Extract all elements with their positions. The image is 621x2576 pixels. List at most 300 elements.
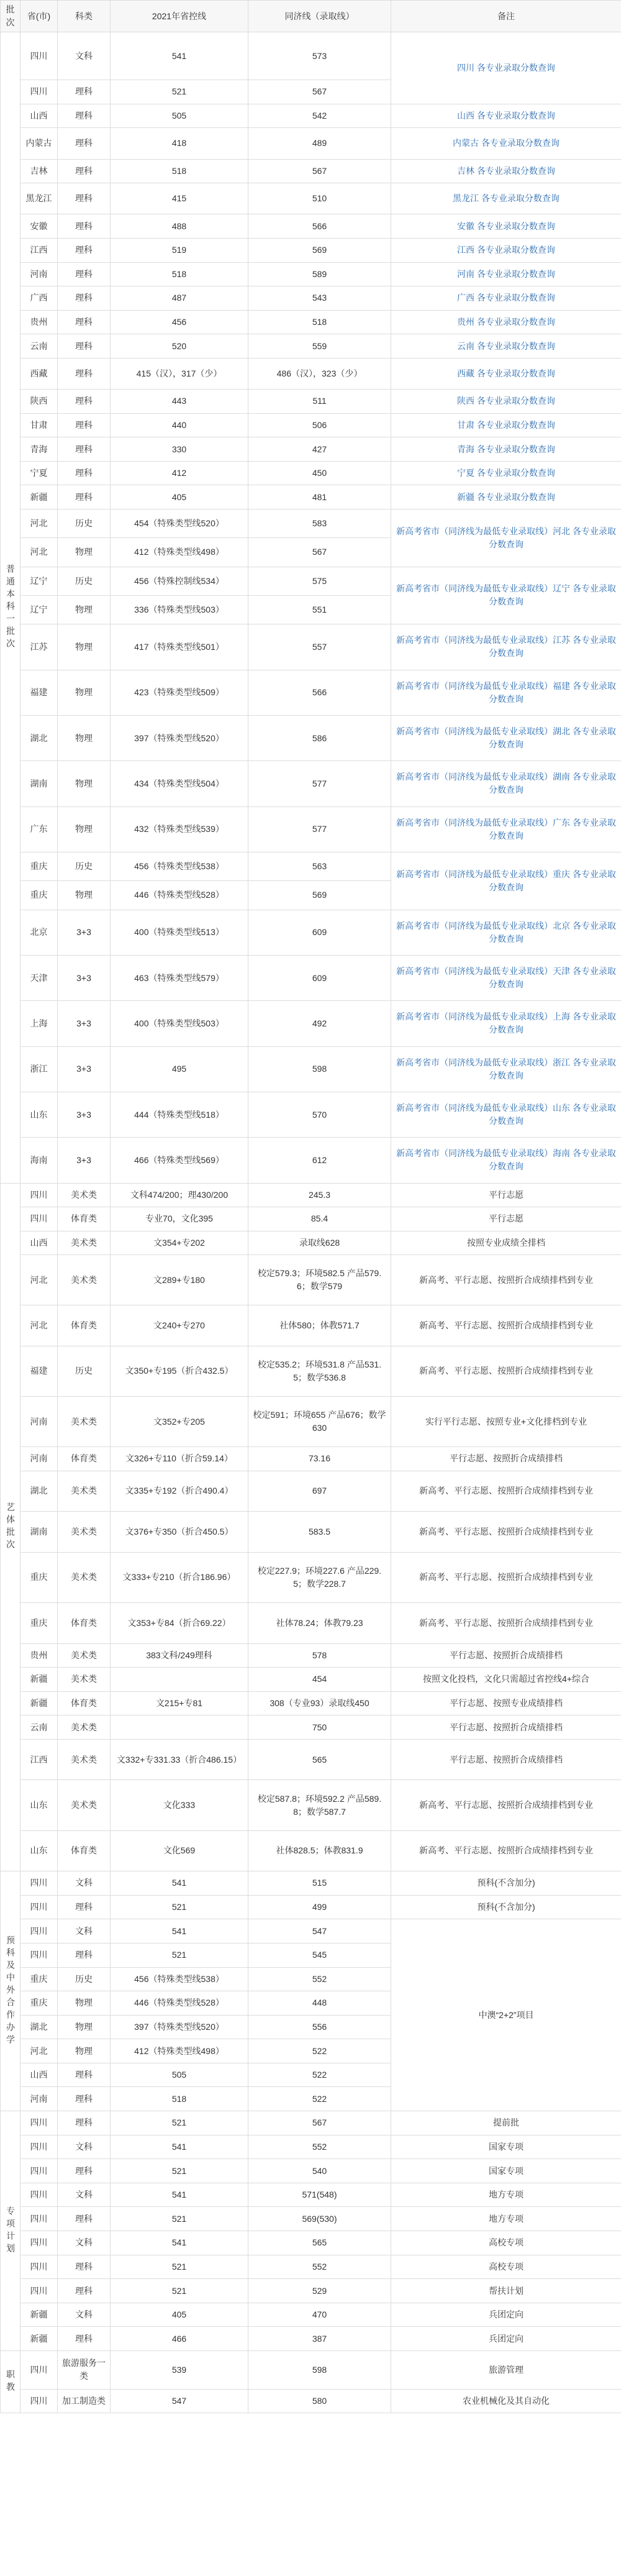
- table-row: [1, 1138, 621, 1183]
- table-row: [1, 1871, 621, 1896]
- province-cell: 江西: [20, 1739, 58, 1780]
- subject-cell: 理科: [58, 413, 111, 437]
- control-line-cell: 521: [111, 80, 248, 104]
- province-cell: 湖北: [20, 2015, 58, 2039]
- tongji-line-cell: 573: [248, 32, 391, 80]
- tongji-line-cell: 499: [248, 1895, 391, 1919]
- subject-cell: 体育类: [58, 1691, 111, 1715]
- table-row: [1, 567, 621, 595]
- province-cell: 四川: [20, 32, 58, 80]
- tongji-line-cell: 556: [248, 2015, 391, 2039]
- tongji-line-cell: 542: [248, 104, 391, 128]
- province-cell: 安徽: [20, 214, 58, 239]
- notes-cell: 预科(不含加分): [391, 1895, 621, 1919]
- score-query-link[interactable]: 黑龙江 各专业录取分数查询: [391, 183, 621, 214]
- province-cell: 四川: [20, 2135, 58, 2159]
- table-row: [1, 1780, 621, 1830]
- notes-cell: 新高考、平行志愿、按照折合成绩排档到专业: [391, 1602, 621, 1643]
- control-line-cell: 541: [111, 1871, 248, 1896]
- province-cell: 四川: [20, 2389, 58, 2413]
- province-cell: 山东: [20, 1092, 58, 1137]
- table-row: [1, 334, 621, 359]
- control-line-cell: 文化333: [111, 1780, 248, 1830]
- province-cell: 四川: [20, 2207, 58, 2231]
- tongji-line-cell: 565: [248, 1739, 391, 1780]
- notes-cell: 实行平行志愿、按照专业+文化排档到专业: [391, 1396, 621, 1446]
- notes-cell: 高校专项: [391, 2231, 621, 2255]
- control-line-cell: 文376+专350（折合450.5）: [111, 1512, 248, 1553]
- table-row: [1, 1668, 621, 1692]
- table-row: [1, 761, 621, 806]
- score-query-link[interactable]: 新高考省市（同济线为最低专业录取线）广东 各专业录取分数查询: [391, 806, 621, 852]
- control-line-cell: 412（特殊类型线498）: [111, 2039, 248, 2063]
- control-line-cell: 文333+专210（折合186.96）: [111, 1552, 248, 1602]
- province-cell: 上海: [20, 1001, 58, 1046]
- notes-cell: 平行志愿、按照折合成绩排档: [391, 1739, 621, 1780]
- subject-cell: 理科: [58, 2087, 111, 2111]
- province-cell: 四川: [20, 2159, 58, 2183]
- table-row: [1, 358, 621, 389]
- subject-cell: 物理: [58, 761, 111, 806]
- tongji-line-cell: 577: [248, 761, 391, 806]
- province-cell: 重庆: [20, 1552, 58, 1602]
- control-line-cell: 541: [111, 2135, 248, 2159]
- table-row: [1, 670, 621, 715]
- tongji-line-cell: 552: [248, 2135, 391, 2159]
- province-cell: 新疆: [20, 1691, 58, 1715]
- control-line-cell: 541: [111, 2231, 248, 2255]
- subject-cell: 3+3: [58, 910, 111, 955]
- province-cell: 内蒙古: [20, 128, 58, 159]
- province-cell: 江西: [20, 238, 58, 262]
- control-line-cell: 文353+专84（折合69.22）: [111, 1602, 248, 1643]
- tongji-line-cell: 录取线628: [248, 1231, 391, 1255]
- control-line-cell: 397（特殊类型线520）: [111, 2015, 248, 2039]
- notes-cell: 新高考、平行志愿、按照折合成绩排档到专业: [391, 1346, 621, 1396]
- control-line-cell: 466: [111, 2327, 248, 2351]
- notes-cell: 地方专项: [391, 2207, 621, 2231]
- tongji-line-cell: 73.16: [248, 1447, 391, 1471]
- notes-cell: 平行志愿: [391, 1183, 621, 1207]
- subject-cell: 理科: [58, 286, 111, 311]
- subject-cell: 历史: [58, 567, 111, 595]
- province-cell: 山东: [20, 1830, 58, 1871]
- subject-cell: 物理: [58, 538, 111, 567]
- notes-cell: 新高考、平行志愿、按照折合成绩排档到专业: [391, 1471, 621, 1512]
- subject-cell: 物理: [58, 670, 111, 715]
- score-query-link[interactable]: 陕西 各专业录取分数查询: [391, 390, 621, 414]
- score-query-link[interactable]: 新高考省市（同济线为最低专业录取线）重庆 各专业录取分数查询: [391, 852, 621, 910]
- tongji-line-cell: 校定587.8；环境592.2 产品589.8；数学587.7: [248, 1780, 391, 1830]
- tongji-line-cell: 85.4: [248, 1207, 391, 1231]
- table-row: [1, 1207, 621, 1231]
- subject-cell: 美术类: [58, 1255, 111, 1305]
- table-row: [1, 1046, 621, 1092]
- control-line-cell: [111, 1715, 248, 1740]
- control-line-cell: 专业70，文化395: [111, 1207, 248, 1231]
- tongji-line-cell: 511: [248, 390, 391, 414]
- province-cell: 山西: [20, 104, 58, 128]
- tongji-line-cell: 598: [248, 1046, 391, 1092]
- notes-cell: 国家专项: [391, 2159, 621, 2183]
- tongji-line-cell: 489: [248, 128, 391, 159]
- batch-cell: 预科及中外合作办学: [1, 1871, 20, 2111]
- notes-cell: 平行志愿、按照折合成绩排档: [391, 1447, 621, 1471]
- subject-cell: 体育类: [58, 1447, 111, 1471]
- score-query-link[interactable]: 新高考省市（同济线为最低专业录取线）上海 各专业录取分数查询: [391, 1001, 621, 1046]
- control-line-cell: 文335+专192（折合490.4）: [111, 1471, 248, 1512]
- score-query-link[interactable]: 山西 各专业录取分数查询: [391, 104, 621, 128]
- province-cell: 天津: [20, 955, 58, 1000]
- province-cell: 重庆: [20, 881, 58, 910]
- tongji-line-cell: 506: [248, 413, 391, 437]
- subject-cell: 美术类: [58, 1780, 111, 1830]
- tongji-line-cell: 470: [248, 2303, 391, 2327]
- table-row: [1, 1305, 621, 1346]
- control-line-cell: 521: [111, 2255, 248, 2279]
- province-cell: 海南: [20, 1138, 58, 1183]
- subject-cell: 体育类: [58, 1207, 111, 1231]
- province-cell: 重庆: [20, 1602, 58, 1643]
- subject-cell: 物理: [58, 2039, 111, 2063]
- table-row: [1, 2159, 621, 2183]
- province-cell: 河北: [20, 2039, 58, 2063]
- tongji-line-cell: 454: [248, 1668, 391, 1692]
- score-query-link[interactable]: 甘肃 各专业录取分数查询: [391, 413, 621, 437]
- score-query-link[interactable]: 江西 各专业录取分数查询: [391, 238, 621, 262]
- tongji-line-cell: 557: [248, 624, 391, 670]
- tongji-line-cell: 583.5: [248, 1512, 391, 1553]
- tongji-line-cell: 387: [248, 2327, 391, 2351]
- score-query-link[interactable]: 新疆 各专业录取分数查询: [391, 485, 621, 509]
- control-line-cell: 518: [111, 159, 248, 183]
- subject-cell: 历史: [58, 509, 111, 538]
- control-line-cell: 487: [111, 286, 248, 311]
- tongji-line-cell: 567: [248, 159, 391, 183]
- subject-cell: 文科: [58, 2135, 111, 2159]
- notes-cell: 新高考、平行志愿、按照折合成绩排档到专业: [391, 1830, 621, 1871]
- score-query-link[interactable]: 新高考省市（同济线为最低专业录取线）福建 各专业录取分数查询: [391, 670, 621, 715]
- table-row: [1, 2279, 621, 2303]
- notes-cell: 中澳“2+2”项目: [391, 1919, 621, 2111]
- score-query-link[interactable]: 吉林 各专业录取分数查询: [391, 159, 621, 183]
- control-line-cell: 541: [111, 2183, 248, 2207]
- subject-cell: 加工制造类: [58, 2389, 111, 2413]
- control-line-cell: 519: [111, 238, 248, 262]
- subject-cell: 美术类: [58, 1471, 111, 1512]
- tongji-line-cell: 609: [248, 955, 391, 1000]
- subject-cell: 美术类: [58, 1552, 111, 1602]
- table-row: [1, 715, 621, 760]
- table-row: [1, 1512, 621, 1553]
- tongji-line-cell: 545: [248, 1943, 391, 1967]
- tongji-line-cell: 450: [248, 461, 391, 485]
- subject-cell: 物理: [58, 624, 111, 670]
- control-line-cell: 521: [111, 2279, 248, 2303]
- score-query-link[interactable]: 内蒙古 各专业录取分数查询: [391, 128, 621, 159]
- control-line-cell: 418: [111, 128, 248, 159]
- tongji-line-cell: 481: [248, 485, 391, 509]
- subject-cell: 理科: [58, 183, 111, 214]
- table-row: [1, 262, 621, 286]
- header-batch: 批次: [1, 1, 20, 32]
- province-cell: 湖北: [20, 1471, 58, 1512]
- notes-cell: 按照文化投档，文化只需超过省控线4+综合: [391, 1668, 621, 1692]
- subject-cell: 3+3: [58, 955, 111, 1000]
- subject-cell: 理科: [58, 437, 111, 462]
- control-line-cell: 456: [111, 310, 248, 334]
- tongji-line-cell: 510: [248, 183, 391, 214]
- province-cell: 四川: [20, 2351, 58, 2390]
- province-cell: 江苏: [20, 624, 58, 670]
- score-query-link[interactable]: 新高考省市（同济线为最低专业录取线）北京 各专业录取分数查询: [391, 910, 621, 955]
- notes-cell: 帮扶计划: [391, 2279, 621, 2303]
- province-cell: 重庆: [20, 1991, 58, 2016]
- table-row: [1, 2231, 621, 2255]
- subject-cell: 理科: [58, 238, 111, 262]
- province-cell: 四川: [20, 1919, 58, 1943]
- province-cell: 辽宁: [20, 567, 58, 595]
- score-query-link[interactable]: 新高考省市（同济线为最低专业录取线）河北 各专业录取分数查询: [391, 509, 621, 567]
- province-cell: 云南: [20, 1715, 58, 1740]
- notes-cell: 农业机械化及其自动化: [391, 2389, 621, 2413]
- score-query-link[interactable]: 新高考省市（同济线为最低专业录取线）山东 各专业录取分数查询: [391, 1092, 621, 1137]
- table-row: [1, 1092, 621, 1137]
- province-cell: 宁夏: [20, 461, 58, 485]
- subject-cell: 文科: [58, 2231, 111, 2255]
- table-row: [1, 2389, 621, 2413]
- tongji-line-cell: 567: [248, 538, 391, 567]
- score-query-link[interactable]: 新高考省市（同济线为最低专业录取线）辽宁 各专业录取分数查询: [391, 567, 621, 624]
- tongji-line-cell: 社体580；体教571.7: [248, 1305, 391, 1346]
- province-cell: 河南: [20, 1447, 58, 1471]
- table-row: [1, 1396, 621, 1446]
- subject-cell: 美术类: [58, 1668, 111, 1692]
- score-query-link[interactable]: 新高考省市（同济线为最低专业录取线）湖北 各专业录取分数查询: [391, 715, 621, 760]
- subject-cell: 理科: [58, 128, 111, 159]
- province-cell: 河北: [20, 509, 58, 538]
- tongji-line-cell: 563: [248, 852, 391, 880]
- notes-cell: 预科(不含加分): [391, 1871, 621, 1896]
- score-query-link[interactable]: 青海 各专业录取分数查询: [391, 437, 621, 462]
- tongji-line-cell: 697: [248, 1471, 391, 1512]
- tongji-line-cell: 社体78.24；体教79.23: [248, 1602, 391, 1643]
- table-row: [1, 390, 621, 414]
- subject-cell: 理科: [58, 2111, 111, 2135]
- notes-cell: 平行志愿、按照专业成绩排档: [391, 1691, 621, 1715]
- control-line-cell: [111, 1668, 248, 1692]
- subject-cell: 3+3: [58, 1046, 111, 1092]
- subject-cell: 文科: [58, 1871, 111, 1896]
- subject-cell: 历史: [58, 852, 111, 880]
- notes-cell: 地方专项: [391, 2183, 621, 2207]
- tongji-line-cell: 547: [248, 1919, 391, 1943]
- subject-cell: 体育类: [58, 1602, 111, 1643]
- subject-cell: 理科: [58, 1895, 111, 1919]
- score-query-link[interactable]: 安徽 各专业录取分数查询: [391, 214, 621, 239]
- control-line-cell: 文326+专110（折合59.14）: [111, 1447, 248, 1471]
- table-row: [1, 1895, 621, 1919]
- control-line-cell: 446（特殊类型线528）: [111, 881, 248, 910]
- province-cell: 四川: [20, 1943, 58, 1967]
- province-cell: 甘肃: [20, 413, 58, 437]
- tongji-line-cell: 492: [248, 1001, 391, 1046]
- score-query-link[interactable]: 新高考省市（同济线为最低专业录取线）海南 各专业录取分数查询: [391, 1138, 621, 1183]
- header-tongji-line: 同济线（录取线）: [248, 1, 391, 32]
- province-cell: 新疆: [20, 1668, 58, 1692]
- tongji-line-cell: 569: [248, 881, 391, 910]
- province-cell: 四川: [20, 1895, 58, 1919]
- control-line-cell: 405: [111, 2303, 248, 2327]
- table-row: [1, 852, 621, 880]
- header-notes: 备注: [391, 1, 621, 32]
- score-query-link[interactable]: 新高考省市（同济线为最低专业录取线）湖南 各专业录取分数查询: [391, 761, 621, 806]
- score-query-link[interactable]: 新高考省市（同济线为最低专业录取线）江苏 各专业录取分数查询: [391, 624, 621, 670]
- subject-cell: 理科: [58, 2207, 111, 2231]
- province-cell: 重庆: [20, 1967, 58, 1991]
- subject-cell: 理科: [58, 310, 111, 334]
- score-query-link[interactable]: 云南 各专业录取分数查询: [391, 334, 621, 359]
- tongji-line-cell: 校定591；环境655 产品676；数学630: [248, 1396, 391, 1446]
- subject-cell: 理科: [58, 2327, 111, 2351]
- subject-cell: 3+3: [58, 1138, 111, 1183]
- control-line-cell: 文化569: [111, 1830, 248, 1871]
- batch-cell: 艺体批次: [1, 1183, 20, 1871]
- table-row: [1, 32, 621, 80]
- header-province: 省(市): [20, 1, 58, 32]
- subject-cell: 3+3: [58, 1092, 111, 1137]
- score-query-link[interactable]: 河南 各专业录取分数查询: [391, 262, 621, 286]
- province-cell: 湖北: [20, 715, 58, 760]
- province-cell: 福建: [20, 1346, 58, 1396]
- tongji-line-cell: 598: [248, 2351, 391, 2390]
- table-row: [1, 2207, 621, 2231]
- subject-cell: 文科: [58, 1919, 111, 1943]
- table-row: [1, 159, 621, 183]
- table-row: [1, 437, 621, 462]
- subject-cell: 理科: [58, 390, 111, 414]
- table-row: [1, 910, 621, 955]
- score-query-link[interactable]: 广西 各专业录取分数查询: [391, 286, 621, 311]
- control-line-cell: 518: [111, 2087, 248, 2111]
- notes-cell: 平行志愿、按照折合成绩排档: [391, 1643, 621, 1668]
- table-row: [1, 1183, 621, 1207]
- tongji-line-cell: 校定227.9；环境227.6 产品229.5；数学228.7: [248, 1552, 391, 1602]
- table-row: [1, 214, 621, 239]
- score-query-link[interactable]: 贵州 各专业录取分数查询: [391, 310, 621, 334]
- province-cell: 云南: [20, 334, 58, 359]
- notes-cell: 提前批: [391, 2111, 621, 2135]
- province-cell: 河北: [20, 1305, 58, 1346]
- table-row: [1, 310, 621, 334]
- score-query-link[interactable]: 西藏 各专业录取分数查询: [391, 358, 621, 389]
- table-row: [1, 1447, 621, 1471]
- control-line-cell: 463（特殊类型线579）: [111, 955, 248, 1000]
- tongji-line-cell: 566: [248, 670, 391, 715]
- province-cell: 西藏: [20, 358, 58, 389]
- tongji-line-cell: 750: [248, 1715, 391, 1740]
- control-line-cell: 文科474/200；理430/200: [111, 1183, 248, 1207]
- subject-cell: 文科: [58, 32, 111, 80]
- province-cell: 广西: [20, 286, 58, 311]
- province-cell: 河南: [20, 2087, 58, 2111]
- subject-cell: 物理: [58, 2015, 111, 2039]
- subject-cell: 美术类: [58, 1643, 111, 1668]
- control-line-cell: 456（特殊控制线534）: [111, 567, 248, 595]
- control-line-cell: 446（特殊类型线528）: [111, 1991, 248, 2016]
- tongji-line-cell: 567: [248, 2111, 391, 2135]
- province-cell: 山西: [20, 2063, 58, 2087]
- notes-cell: 平行志愿、按照折合成绩排档: [391, 1715, 621, 1740]
- notes-cell: 新高考、平行志愿、按照折合成绩排档到专业: [391, 1780, 621, 1830]
- batch-cell: 专项计划: [1, 2111, 20, 2351]
- control-line-cell: 423（特殊类型线509）: [111, 670, 248, 715]
- control-line-cell: 文240+专270: [111, 1305, 248, 1346]
- subject-cell: 理科: [58, 334, 111, 359]
- score-query-link[interactable]: 四川 各专业录取分数查询: [391, 32, 621, 104]
- table-row: [1, 1739, 621, 1780]
- table-row: [1, 104, 621, 128]
- header-control-line: 2021年省控线: [111, 1, 248, 32]
- subject-cell: 理科: [58, 461, 111, 485]
- subject-cell: 物理: [58, 881, 111, 910]
- tongji-line-cell: 543: [248, 286, 391, 311]
- tongji-line-cell: 522: [248, 2087, 391, 2111]
- table-row: [1, 2111, 621, 2135]
- control-line-cell: 文352+专205: [111, 1396, 248, 1446]
- score-query-link[interactable]: 新高考省市（同济线为最低专业录取线）浙江 各专业录取分数查询: [391, 1046, 621, 1092]
- control-line-cell: 466（特殊类型线569）: [111, 1138, 248, 1183]
- province-cell: 河北: [20, 1255, 58, 1305]
- subject-cell: 物理: [58, 1991, 111, 2016]
- tongji-line-cell: 578: [248, 1643, 391, 1668]
- table-row: [1, 485, 621, 509]
- province-cell: 青海: [20, 437, 58, 462]
- notes-cell: 兵团定向: [391, 2303, 621, 2327]
- notes-cell: 平行志愿: [391, 1207, 621, 1231]
- control-line-cell: 521: [111, 1943, 248, 1967]
- table-row: [1, 624, 621, 670]
- table-row: [1, 183, 621, 214]
- control-line-cell: 383文科/249理科: [111, 1643, 248, 1668]
- notes-cell: 新高考、平行志愿、按照折合成绩排档到专业: [391, 1255, 621, 1305]
- score-query-link[interactable]: 宁夏 各专业录取分数查询: [391, 461, 621, 485]
- tongji-line-cell: 校定579.3；环境582.5 产品579.6；数学579: [248, 1255, 391, 1305]
- score-query-link[interactable]: 新高考省市（同济线为最低专业录取线）天津 各专业录取分数查询: [391, 955, 621, 1000]
- control-line-cell: 444（特殊类型线518）: [111, 1092, 248, 1137]
- tongji-line-cell: 577: [248, 806, 391, 852]
- notes-cell: 高校专项: [391, 2255, 621, 2279]
- subject-cell: 物理: [58, 595, 111, 624]
- control-line-cell: 文289+专180: [111, 1255, 248, 1305]
- tongji-line-cell: 569: [248, 238, 391, 262]
- control-line-cell: 521: [111, 2159, 248, 2183]
- table-header-row: [1, 1, 621, 32]
- subject-cell: 理科: [58, 80, 111, 104]
- table-row: [1, 1552, 621, 1602]
- tongji-line-cell: 559: [248, 334, 391, 359]
- tongji-line-cell: 245.3: [248, 1183, 391, 1207]
- province-cell: 辽宁: [20, 595, 58, 624]
- subject-cell: 旅游服务一类: [58, 2351, 111, 2390]
- tongji-line-cell: 社体828.5；体教831.9: [248, 1830, 391, 1871]
- table-row: [1, 1691, 621, 1715]
- province-cell: 陕西: [20, 390, 58, 414]
- province-cell: 河南: [20, 1396, 58, 1446]
- tongji-line-cell: 570: [248, 1092, 391, 1137]
- control-line-cell: 336（特殊类型线503）: [111, 595, 248, 624]
- control-line-cell: 521: [111, 2207, 248, 2231]
